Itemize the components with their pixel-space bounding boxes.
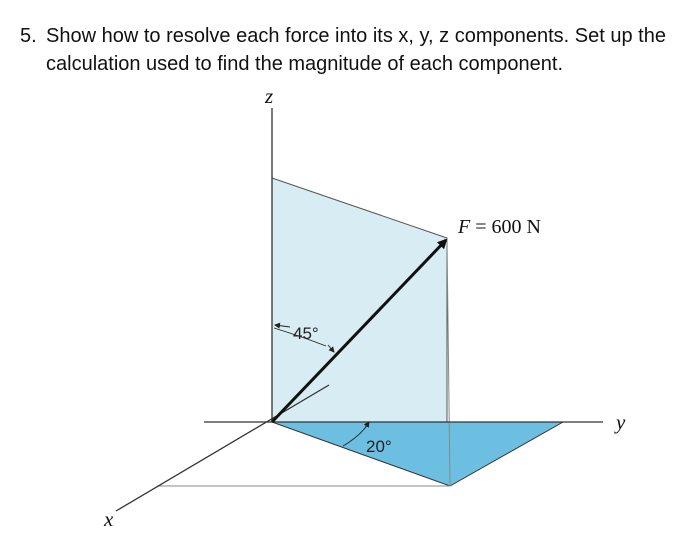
horizontal-projection-triangle <box>272 422 563 486</box>
force-label-value: = 600 N <box>470 216 541 238</box>
x-axis-label: x <box>104 507 114 531</box>
z-axis-label: z <box>265 84 274 108</box>
y-axis-label: y <box>616 410 626 434</box>
problem-text-line-2: calculation used to find the magnitude of each component. <box>46 53 564 75</box>
problem-text-line-1: Show how to resolve each force into its x, y, z components. Set up the <box>46 25 666 47</box>
angle-45-label: 45° <box>293 324 319 343</box>
force-label-variable: F <box>458 216 471 238</box>
problem-number: 5. <box>20 25 37 47</box>
vertical-plane <box>272 178 447 422</box>
force-label <box>457 216 541 238</box>
x-axis <box>116 385 329 511</box>
angle-20-label: 20° <box>366 437 392 456</box>
